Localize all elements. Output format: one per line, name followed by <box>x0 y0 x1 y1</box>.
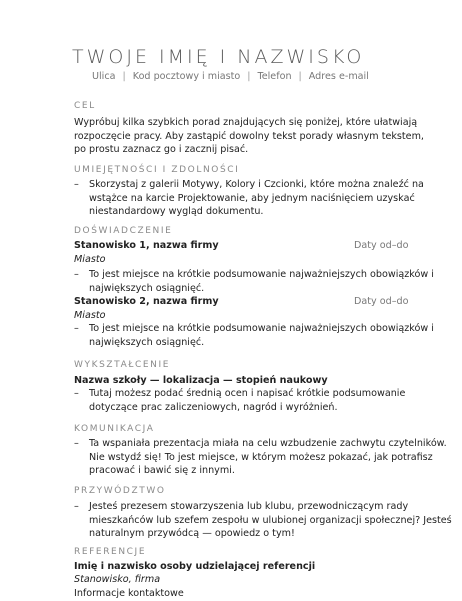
leadership-text <box>89 500 452 541</box>
section-heading-skills: UMIEJĘTNOŚCI I ZDOLNOŚCI <box>74 165 240 175</box>
section-heading-education: WYKSZTAŁCENIE <box>74 360 171 370</box>
contact-separator: | <box>298 71 302 82</box>
contact-email: Adres e-mail <box>308 71 369 82</box>
education-line: dotyczące prac zaliczeniowych, nagród i wyróżnień. <box>89 401 338 413</box>
leadership-line: Jesteś prezesem stowarzyszenia lub klubu, przewodniczącym rady <box>89 501 409 512</box>
job-city: Miasto <box>74 310 106 321</box>
objective-line: rozpoczęcie pracy. Aby zastąpić dowolny tekst porady własnym tekstem, <box>74 130 424 142</box>
communication-line: Ta wspaniała prezentacja miała na celu wzbudzenie zachwytu czytelników. <box>89 438 447 449</box>
contact-postal-city: Kod pocztowy i miasto <box>132 71 241 82</box>
leadership-line: naturalnym przywódcą — opowiedz o tym! <box>89 528 295 539</box>
contact-phone: Telefon <box>257 71 292 82</box>
section-heading-experience: DOŚWIADCZENIE <box>74 226 173 236</box>
section-heading-communication: KOMUNIKACJA <box>74 424 155 434</box>
contact-separator: | <box>122 71 126 82</box>
job-city: Miasto <box>74 254 106 265</box>
section-heading-references: REFERENCJE <box>74 547 147 557</box>
bullet-dash: – <box>74 501 79 512</box>
job-title: Stanowisko 2, nazwa firmy <box>74 296 219 307</box>
section-heading-leadership: PRZYWÓDZTWO <box>74 486 166 496</box>
skills-text <box>89 178 424 219</box>
bullet-dash: – <box>74 323 79 334</box>
objective-line: Wypróbuj kilka szybkich porad znajdujących się poniżej, które ułatwiają <box>74 117 418 128</box>
skills-line: niestandardowy wygląd dokumentu. <box>89 206 264 217</box>
resume-name: TWOJE IMIĘ I NAZWISKO <box>72 46 365 68</box>
reference-contact: Informacje kontaktowe <box>74 588 184 599</box>
job-title: Stanowisko 1, nazwa firmy <box>74 240 219 251</box>
leadership-line: mieszkańców lub szefem zespołu w ulubionej organizacji społecznej? Jesteś <box>89 514 452 526</box>
education-line: Tutaj możesz podać średnią ocen i napisać krótkie podsumowanie <box>89 388 406 399</box>
communication-line: pracować i bawić się z innymi. <box>89 465 235 476</box>
bullet-dash: – <box>74 179 79 190</box>
objective-line: po prostu zaznacz go i zacznij pisać. <box>74 144 249 155</box>
contact-separator: | <box>247 71 251 82</box>
skills-line: Skorzystaj z galerii Motywy, Kolory i Czcionki, które można znaleźć na <box>89 179 424 190</box>
section-heading-objective: CEL <box>74 101 96 111</box>
communication-line: Nie wstydź się! To jest miejsce, w którym możesz pokazać, jak potrafisz <box>89 451 433 463</box>
job-summary <box>89 322 434 349</box>
job-summary-line: największych osiągnięć. <box>89 336 205 348</box>
job-summary-line: To jest miejsce na krótkie podsumowanie najważniejszych obowiązków i <box>89 323 434 334</box>
job-dates: Daty od–do <box>354 296 409 307</box>
school-name: Nazwa szkoły — lokalizacja — stopień naukowy <box>74 375 328 386</box>
bullet-dash: – <box>74 438 79 449</box>
job-summary-line: To jest miejsce na krótkie podsumowanie najważniejszych obowiązków i <box>89 269 434 280</box>
bullet-dash: – <box>74 388 79 399</box>
skills-line: wstążce na karcie Projektowanie, aby jednym naciśnięciem uzyskać <box>89 192 415 204</box>
communication-text <box>89 437 447 478</box>
bullet-dash: – <box>74 269 79 280</box>
job-summary <box>89 268 434 295</box>
education-summary <box>89 387 405 414</box>
job-summary-line: największych osiągnięć. <box>89 282 205 294</box>
objective-text <box>74 116 424 157</box>
reference-position: Stanowisko, firma <box>74 574 161 585</box>
contact-line <box>92 71 369 82</box>
reference-name: Imię i nazwisko osoby udzielającej referencji <box>74 561 316 572</box>
job-dates: Daty od–do <box>354 240 409 251</box>
contact-street: Ulica <box>92 71 116 82</box>
